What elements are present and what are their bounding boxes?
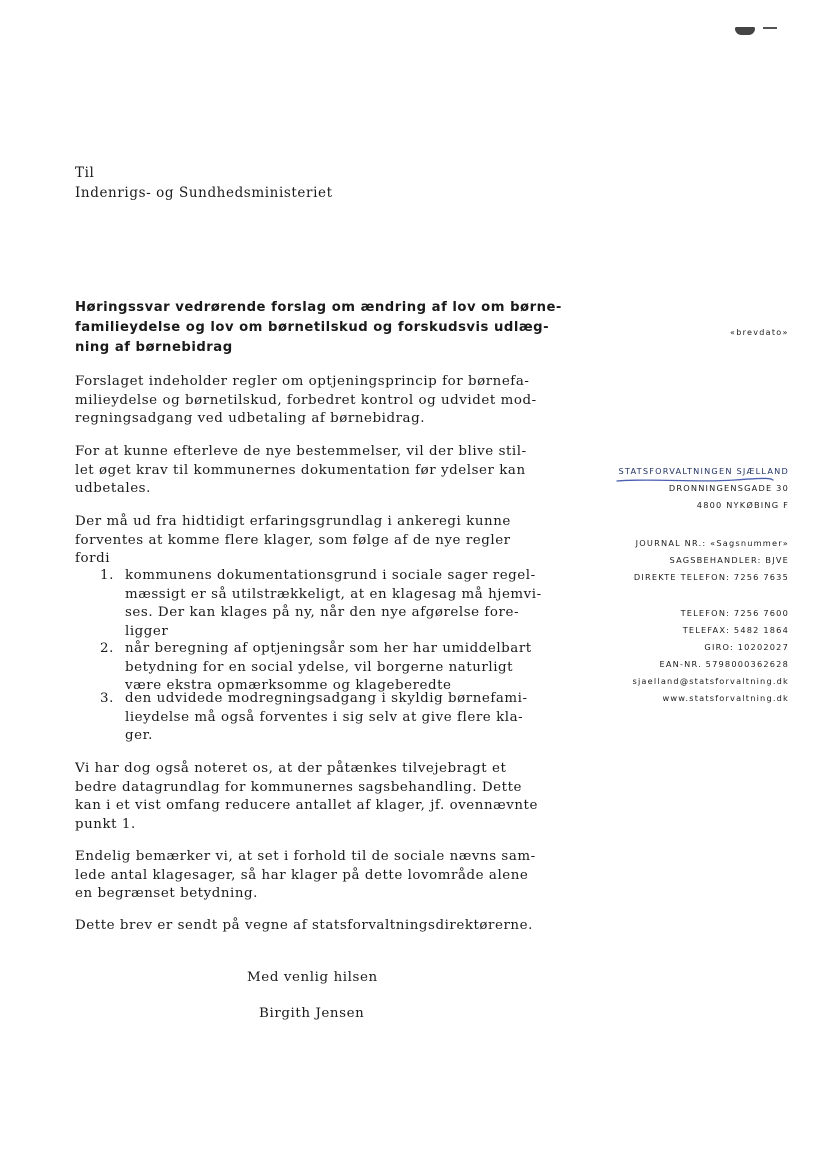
address-street: DRONNINGENSGADE 30 xyxy=(668,483,789,493)
list-line: når beregning af optjeningsår som her har umiddelbart xyxy=(125,641,532,656)
body-line: Vi har dog også noteret os, at der påtænkes tilvejebragt et xyxy=(75,761,507,776)
list-line: den udvidede modregningsadgang i skyldig børnefami- xyxy=(125,691,528,706)
organization-name: STATSFORVALTNINGEN SJÆLLAND xyxy=(618,466,789,476)
list-line: være ekstra opmærksomme og klageberedte xyxy=(125,678,452,693)
case-officer: SAGSBEHANDLER: BJVE xyxy=(669,555,789,565)
body-line: en begrænset betydning. xyxy=(75,886,258,901)
paragraph-3 xyxy=(75,513,550,569)
pen-underline xyxy=(615,476,775,484)
body-line: kan i et vist omfang reducere antallet af klager, jf. ovennævnte xyxy=(75,798,538,813)
recipient-name: Indenrigs- og Sundhedsministeriet xyxy=(75,185,333,201)
body-line: Der må ud fra hidtidigt erfaringsgrundlag i ankeregi kunne xyxy=(75,514,511,529)
body-line: punkt 1. xyxy=(75,816,136,832)
body-line: Forslaget indeholder regler om optjeningsprincip for børnefa- xyxy=(75,374,530,389)
body-line: Dette brev er sendt på vegne af statsforvaltningsdirektørerne. xyxy=(75,918,533,933)
body-line: bedre datagrundlag for kommunernes sagsbehandling. Dette xyxy=(75,779,522,795)
paragraph-5 xyxy=(75,848,550,904)
list-line: betydning for en social ydelse, vil borgerne naturligt xyxy=(125,659,514,675)
body-line: lede antal klagesager, så har klager på dette lovområde alene xyxy=(75,867,529,883)
body-line: Endelig bemærker vi, at set i forhold til de sociale nævns sam- xyxy=(75,849,536,864)
body-line: udbetales. xyxy=(75,481,151,496)
website: www.statsforvaltning.dk xyxy=(662,693,789,703)
direct-phone: DIREKTE TELEFON: 7256 7635 xyxy=(633,572,789,582)
body-line: fordi xyxy=(75,551,111,566)
body-line: milieydelse og børnetilskud, forbedret kontrol og udvidet mod- xyxy=(75,392,537,408)
date-placeholder: «brevdato» xyxy=(730,328,789,337)
recipient-to-label: Til xyxy=(75,165,95,181)
subject-heading xyxy=(75,298,562,358)
paragraph-1 xyxy=(75,373,550,429)
recipient-block xyxy=(75,163,333,203)
journal-number: JOURNAL NR.: «Sagsnummer» xyxy=(635,538,789,548)
closing-greeting: Med venlig hilsen xyxy=(247,970,378,985)
list-line: ses. Der kan klages på ny, når den nye afgørelse fore- xyxy=(125,605,520,620)
letterhead-contact-info xyxy=(632,608,789,703)
giro: GIRO: 10202027 xyxy=(704,642,789,652)
list-line: ligger xyxy=(125,623,169,639)
list-number: 3. xyxy=(100,691,114,706)
letterhead-organization xyxy=(619,466,789,510)
email-address: sjaelland@statsforvaltning.dk xyxy=(632,676,789,686)
paragraph-4 xyxy=(75,760,550,834)
list-line: lieydelse må også forventes i sig selv at give flere kla- xyxy=(125,709,524,725)
signer-name: Birgith Jensen xyxy=(259,1006,365,1021)
scan-artifact xyxy=(735,20,777,39)
subject-line: ning af børnebidrag xyxy=(75,340,233,355)
fax: TELEFAX: 5482 1864 xyxy=(682,625,789,635)
body-line: let øget krav til kommunernes dokumentation før ydelser kan xyxy=(75,462,526,478)
body-line: forventes at komme flere klager, som følge af de nye regler xyxy=(75,532,511,548)
body-line: For at kunne efterleve de nye bestemmelser, vil der blive stil- xyxy=(75,444,527,459)
address-city: 4800 NYKØBING F xyxy=(696,500,789,510)
ean-number: EAN-NR. 5798000362628 xyxy=(659,659,789,669)
body-line: regningsadgang ved udbetaling af børnebidrag. xyxy=(75,411,425,426)
phone: TELEFON: 7256 7600 xyxy=(680,608,789,618)
subject-line: familieydelse og lov om børnetilskud og forskudsvis udlæg- xyxy=(75,320,550,335)
paragraph-6 xyxy=(75,917,550,936)
list-line: ger. xyxy=(125,728,153,743)
list-line: kommunens dokumentationsgrund i sociale sager regel- xyxy=(125,568,536,583)
list-number: 1. xyxy=(100,568,114,583)
letterhead-case-info xyxy=(634,538,789,582)
subject-line: Høringssvar vedrørende forslag om ændring af lov om børne- xyxy=(75,300,562,315)
list-number: 2. xyxy=(100,641,114,656)
list-line: mæssigt er så utilstrækkeligt, at en klagesag må hjemvi- xyxy=(125,586,542,602)
paragraph-2 xyxy=(75,443,550,499)
